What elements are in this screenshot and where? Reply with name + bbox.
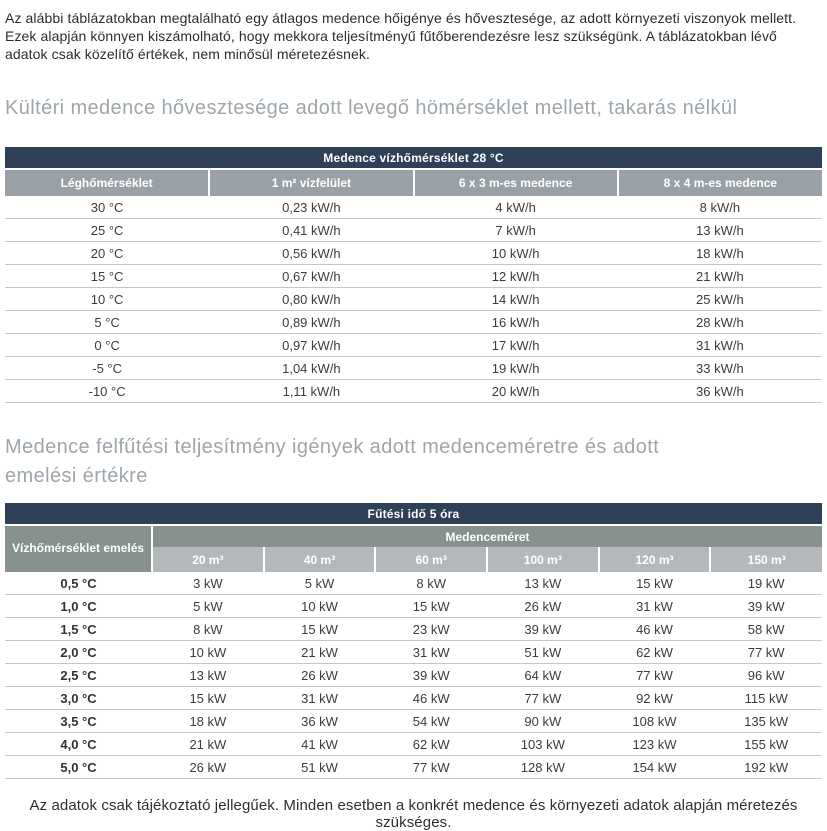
value-cell: 64 kW xyxy=(487,663,599,686)
table-row xyxy=(5,333,822,356)
row-label-cell: 0 °C xyxy=(5,333,209,356)
heat-loss-table xyxy=(5,147,822,403)
value-cell: 28 kW/h xyxy=(618,310,822,333)
value-cell: 18 kW xyxy=(152,709,264,732)
value-cell: 26 kW xyxy=(152,755,264,778)
value-cell: 77 kW xyxy=(487,686,599,709)
table-row xyxy=(5,196,822,219)
value-cell: 10 kW xyxy=(264,594,376,617)
value-cell: 15 kW xyxy=(375,594,487,617)
heat-loss-table-header xyxy=(5,147,822,196)
column-header: 20 m³ xyxy=(152,547,264,572)
value-cell: 10 kW xyxy=(152,640,264,663)
section2-heading xyxy=(5,433,822,491)
value-cell: 13 kW xyxy=(152,663,264,686)
value-cell: 0,23 kW/h xyxy=(209,196,413,219)
value-cell: 155 kW xyxy=(710,732,822,755)
value-cell: 8 kW xyxy=(375,572,487,595)
value-cell: 54 kW xyxy=(375,709,487,732)
value-cell: 25 kW/h xyxy=(618,287,822,310)
column-header: 120 m³ xyxy=(599,547,711,572)
value-cell: 31 kW xyxy=(264,686,376,709)
value-cell: 8 kW xyxy=(152,617,264,640)
column-header: 150 m³ xyxy=(710,547,822,572)
value-cell: 0,97 kW/h xyxy=(209,333,413,356)
value-cell: 31 kW xyxy=(375,640,487,663)
section2-heading-line1: Medence felfűtési teljesítmény igények adott medenceméretre és adott xyxy=(5,435,660,458)
row-label-cell: 20 °C xyxy=(5,241,209,264)
column-header: 100 m³ xyxy=(487,547,599,572)
table-title-row xyxy=(5,147,822,169)
row-label-cell: -10 °C xyxy=(5,379,209,402)
value-cell: 13 kW xyxy=(487,572,599,595)
row-label-cell: 5,0 °C xyxy=(5,755,152,778)
row-label-cell: 3,5 °C xyxy=(5,709,152,732)
table-row xyxy=(5,310,822,333)
column-header: 1 m² vízfelület xyxy=(209,169,413,196)
value-cell: 13 kW/h xyxy=(618,218,822,241)
row-label-cell: 2,5 °C xyxy=(5,663,152,686)
value-cell: 5 kW xyxy=(152,594,264,617)
heat-up-power-table-header xyxy=(5,503,822,572)
value-cell: 123 kW xyxy=(599,732,711,755)
value-cell: 128 kW xyxy=(487,755,599,778)
value-cell: 36 kW xyxy=(264,709,376,732)
intro-paragraph: Az alábbi táblázatokban megtalálható egy átlagos medence hőigénye és hővesztesége, az adott környezeti viszonyok mellett. Ezek alapján könnyen kiszámolható, hogy mekkora teljesítményű fűtőberendezésre lesz szükségünk. A táblázatokban lévő adatok csak közelítő értékek, nem minősül méretezésnek. xyxy=(5,10,797,62)
table-row xyxy=(5,218,822,241)
table-row xyxy=(5,732,822,755)
value-cell: 21 kW/h xyxy=(618,264,822,287)
value-cell: 14 kW/h xyxy=(414,287,618,310)
value-cell: 39 kW xyxy=(487,617,599,640)
section2-heading-line2: emelési értékre xyxy=(5,464,148,487)
value-cell: 20 kW/h xyxy=(414,379,618,402)
table-title-row xyxy=(5,503,822,525)
row-label-cell: 4,0 °C xyxy=(5,732,152,755)
column-header: Léghőmérséklet xyxy=(5,169,209,196)
value-cell: 51 kW xyxy=(487,640,599,663)
value-cell: 77 kW xyxy=(710,640,822,663)
value-cell: 46 kW xyxy=(599,617,711,640)
row-label-cell: 5 °C xyxy=(5,310,209,333)
value-cell: 62 kW xyxy=(375,732,487,755)
heat-up-power-table-body xyxy=(5,572,822,779)
value-cell: 135 kW xyxy=(710,709,822,732)
table-row xyxy=(5,640,822,663)
value-cell: 8 kW/h xyxy=(618,196,822,219)
value-cell: 26 kW xyxy=(264,663,376,686)
table-row xyxy=(5,356,822,379)
value-cell: 103 kW xyxy=(487,732,599,755)
value-cell: 0,80 kW/h xyxy=(209,287,413,310)
value-cell: 96 kW xyxy=(710,663,822,686)
value-cell: 12 kW/h xyxy=(414,264,618,287)
table-row xyxy=(5,686,822,709)
row-label-cell: 1,5 °C xyxy=(5,617,152,640)
row-label-cell: 10 °C xyxy=(5,287,209,310)
column-header: 6 x 3 m-es medence xyxy=(414,169,618,196)
value-cell: 77 kW xyxy=(599,663,711,686)
footnote: Az adatok csak tájékoztató jellegűek. Minden esetben a konkrét medence és környezeti adatok alapján méretezés szükséges. xyxy=(29,796,798,831)
value-cell: 1,04 kW/h xyxy=(209,356,413,379)
value-cell: 31 kW xyxy=(599,594,711,617)
row-label-cell: 15 °C xyxy=(5,264,209,287)
value-cell: 46 kW xyxy=(375,686,487,709)
value-cell: 21 kW xyxy=(264,640,376,663)
table2-group-header: Medenceméret xyxy=(152,525,822,547)
table-row xyxy=(5,617,822,640)
table-row xyxy=(5,709,822,732)
table1-column-header-row xyxy=(5,169,822,196)
value-cell: 5 kW xyxy=(264,572,376,595)
value-cell: 115 kW xyxy=(710,686,822,709)
value-cell: 3 kW xyxy=(152,572,264,595)
value-cell: 31 kW/h xyxy=(618,333,822,356)
table-row xyxy=(5,755,822,778)
page xyxy=(0,10,827,831)
value-cell: 15 kW xyxy=(599,572,711,595)
value-cell: 51 kW xyxy=(264,755,376,778)
value-cell: 39 kW xyxy=(710,594,822,617)
table-row xyxy=(5,287,822,310)
value-cell: 15 kW xyxy=(152,686,264,709)
table1-title: Medence vízhőmérséklet 28 °C xyxy=(5,147,822,169)
row-label-cell: 3,0 °C xyxy=(5,686,152,709)
column-header: 40 m³ xyxy=(264,547,376,572)
value-cell: 92 kW xyxy=(599,686,711,709)
value-cell: 33 kW/h xyxy=(618,356,822,379)
section1-heading: Kültéri medence hővesztesége adott levegő hömérséklet mellett, takarás nélkül xyxy=(5,96,738,119)
table2-title: Fűtési idő 5 óra xyxy=(5,503,822,525)
value-cell: 19 kW/h xyxy=(414,356,618,379)
value-cell: 90 kW xyxy=(487,709,599,732)
table-row xyxy=(5,379,822,402)
value-cell: 0,56 kW/h xyxy=(209,241,413,264)
value-cell: 1,11 kW/h xyxy=(209,379,413,402)
row-label-cell: 2,0 °C xyxy=(5,640,152,663)
value-cell: 58 kW xyxy=(710,617,822,640)
table2-row-header: Vízhőmérséklet emelés xyxy=(5,525,152,572)
value-cell: 41 kW xyxy=(264,732,376,755)
value-cell: 18 kW/h xyxy=(618,241,822,264)
value-cell: 7 kW/h xyxy=(414,218,618,241)
table2-group-header-row xyxy=(5,525,822,547)
table-row xyxy=(5,663,822,686)
value-cell: 192 kW xyxy=(710,755,822,778)
value-cell: 21 kW xyxy=(152,732,264,755)
value-cell: 16 kW/h xyxy=(414,310,618,333)
value-cell: 4 kW/h xyxy=(414,196,618,219)
table-row xyxy=(5,241,822,264)
value-cell: 15 kW xyxy=(264,617,376,640)
value-cell: 0,41 kW/h xyxy=(209,218,413,241)
value-cell: 108 kW xyxy=(599,709,711,732)
value-cell: 19 kW xyxy=(710,572,822,595)
value-cell: 154 kW xyxy=(599,755,711,778)
column-header: 8 x 4 m-es medence xyxy=(618,169,822,196)
heat-loss-table-body xyxy=(5,196,822,403)
column-header: 60 m³ xyxy=(375,547,487,572)
heat-up-power-table xyxy=(5,503,822,779)
table-row xyxy=(5,264,822,287)
value-cell: 62 kW xyxy=(599,640,711,663)
value-cell: 17 kW/h xyxy=(414,333,618,356)
row-label-cell: -5 °C xyxy=(5,356,209,379)
value-cell: 10 kW/h xyxy=(414,241,618,264)
row-label-cell: 0,5 °C xyxy=(5,572,152,595)
value-cell: 23 kW xyxy=(375,617,487,640)
table-row xyxy=(5,572,822,595)
value-cell: 36 kW/h xyxy=(618,379,822,402)
value-cell: 0,67 kW/h xyxy=(209,264,413,287)
value-cell: 77 kW xyxy=(375,755,487,778)
value-cell: 39 kW xyxy=(375,663,487,686)
row-label-cell: 25 °C xyxy=(5,218,209,241)
table-row xyxy=(5,594,822,617)
value-cell: 26 kW xyxy=(487,594,599,617)
value-cell: 0,89 kW/h xyxy=(209,310,413,333)
row-label-cell: 1,0 °C xyxy=(5,594,152,617)
row-label-cell: 30 °C xyxy=(5,196,209,219)
